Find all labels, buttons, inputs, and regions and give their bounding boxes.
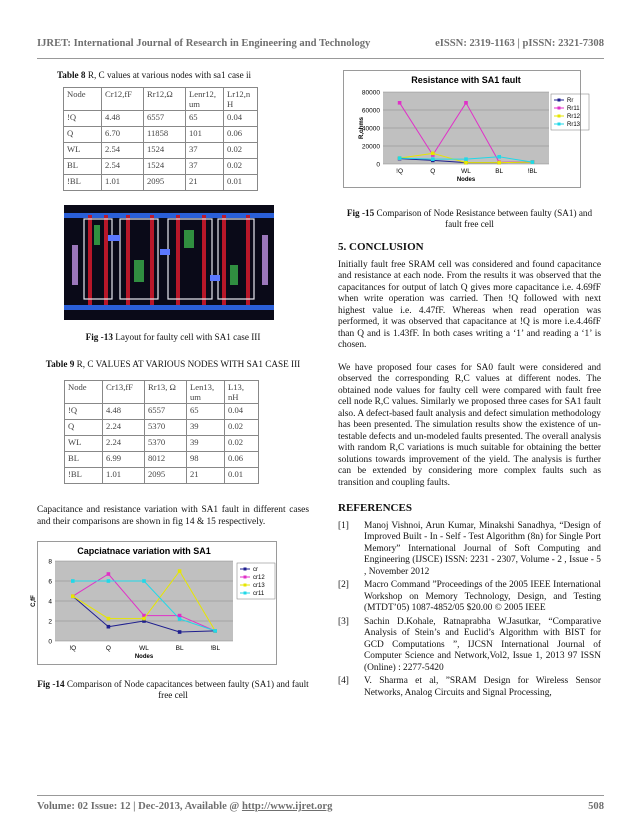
table-header-cell: Rr12,Ω	[144, 88, 186, 111]
reference-item	[338, 521, 601, 579]
data-point	[497, 155, 501, 159]
footer-volume: Volume: 02 Issue: 12 | Dec-2013, Available @ http://www.ijret.org	[37, 801, 333, 812]
table-cell: 1.01	[103, 468, 145, 484]
table-cell: 65	[187, 404, 225, 420]
table-cell: 2095	[144, 175, 186, 191]
reference-text: Sachin D.Kohale, Ratnaprabha W.Jasutkar, “Comparative Analysis of Stein’s and Euclid’s Algorithm with BIST for GCD Computations ”, IJCSN International Journal of Computer Science and Network,Vol2, Issue 1, 2013 97 ISSN (Online) : 2277-5420	[364, 616, 601, 673]
reference-number: [4]	[338, 676, 349, 687]
data-point	[531, 160, 535, 164]
data-point	[464, 101, 468, 105]
resistance-chart	[343, 70, 581, 188]
data-point	[178, 617, 182, 621]
table-cell: BL	[64, 159, 102, 175]
table-cell: WL	[64, 143, 102, 159]
table-cell: 2095	[145, 468, 187, 484]
table-cell: !Q	[65, 404, 103, 420]
y-tick-label: 80000	[361, 89, 380, 97]
chart-title: Resistance with SA1 fault	[411, 75, 521, 85]
fig13-layout-image	[64, 205, 274, 320]
x-tick-label: !Q	[69, 645, 77, 653]
table-row	[65, 468, 259, 484]
data-point	[398, 156, 402, 160]
x-tick-label: WL	[461, 168, 471, 175]
reference-text: Manoj Vishnoi, Arun Kumar, Minakshi Sanadhya, “Design of Improved Built - In - Self - Test Algorithm (8n) for Single Port Memory” International Journal of Soft Computing and Engineering (IJSCE) ISSN: 2231 - 2307, Volume - 2 , Issue - 5 , November 2012	[364, 520, 601, 577]
table-row	[64, 159, 258, 175]
table-cell: 0.01	[224, 175, 258, 191]
references-heading: REFERENCES	[338, 502, 412, 515]
legend-marker	[558, 115, 561, 118]
data-point	[71, 595, 75, 599]
table-cell: 2.54	[102, 143, 144, 159]
y-axis-label: C,fF	[31, 595, 37, 608]
journal-link[interactable]: http://www.ijret.org	[241, 801, 333, 812]
reference-number: [2]	[338, 580, 349, 591]
table-cell: !Q	[64, 111, 102, 127]
table-header-row	[64, 88, 258, 111]
capacitance-chart	[31, 541, 277, 665]
layout-graphic	[64, 205, 274, 320]
table-row	[65, 404, 259, 420]
table-cell: BL	[65, 452, 103, 468]
legend-label: cr13	[253, 583, 265, 590]
data-point	[398, 101, 402, 105]
x-axis-label: Nodes	[456, 177, 476, 183]
table-row	[64, 175, 258, 191]
table-cell: !BL	[65, 468, 103, 484]
data-point	[107, 579, 111, 583]
x-tick-label: Q	[105, 645, 111, 653]
legend-label: Rr12	[567, 114, 581, 121]
data-point	[142, 579, 146, 583]
legend-marker	[558, 99, 561, 102]
y-tick-label: 4	[48, 598, 52, 606]
y-axis-label: R,ohms	[359, 116, 365, 140]
data-point	[107, 625, 111, 629]
table-header-cell: Cr13,fF	[103, 381, 145, 404]
table-cell: 0.02	[225, 420, 259, 436]
table-cell: Q	[64, 127, 102, 143]
table-cell: 1.01	[102, 175, 144, 191]
legend-marker	[244, 576, 247, 579]
table-header-row	[65, 381, 259, 404]
y-tick-label: 0	[376, 161, 380, 169]
legend-marker	[558, 123, 561, 126]
table-cell: 2.24	[103, 420, 145, 436]
left-paragraph: Capacitance and resistance variation with SA1 fault in different cases and their comparisons are shown in fig 14 & 15 respectively.	[37, 505, 309, 527]
x-axis-label: Nodes	[134, 654, 154, 661]
table-cell: 6557	[145, 404, 187, 420]
table-cell: 98	[187, 452, 225, 468]
x-tick-label: BL	[495, 168, 504, 175]
data-point	[71, 579, 75, 583]
legend-marker	[244, 584, 247, 587]
table-cell: WL	[65, 436, 103, 452]
table-cell: 1524	[144, 159, 186, 175]
fig14-caption: Fig -14 Comparison of Node capacitances between faulty (SA1) and fault free cell	[37, 678, 309, 701]
page-header	[37, 38, 604, 49]
table8-caption: Table 8 R, C values at various nodes with sa1 case ii	[57, 70, 252, 80]
x-tick-label: !BL	[210, 645, 221, 653]
reference-item	[338, 580, 601, 615]
y-tick-label: 6	[48, 578, 52, 586]
references-list	[338, 521, 601, 700]
data-point	[464, 157, 468, 161]
data-point	[178, 630, 182, 634]
table-header-cell: Lr12,n H	[224, 88, 258, 111]
table-cell: 0.02	[224, 159, 258, 175]
table-header-cell: L13, nH	[225, 381, 259, 404]
table-cell: 6.99	[103, 452, 145, 468]
table-cell: 2.24	[103, 436, 145, 452]
table-cell: 21	[187, 468, 225, 484]
legend-label: cr12	[253, 575, 265, 582]
reference-number: [3]	[338, 616, 349, 627]
table-header-cell: Cr12,fF	[102, 88, 144, 111]
y-tick-label: 40000	[361, 125, 380, 133]
conclusion-heading: 5. CONCLUSION	[338, 241, 424, 254]
x-tick-label: WL	[139, 645, 149, 653]
table-row	[64, 143, 258, 159]
issn: eISSN: 2319-1163 | pISSN: 2321-7308	[435, 38, 604, 49]
table-cell: 2.54	[102, 159, 144, 175]
reference-item	[338, 617, 601, 675]
table-row	[64, 127, 258, 143]
x-tick-label: !BL	[527, 168, 538, 175]
reference-text: Macro Command ”Proceedings of the 2005 IEEE International Workshop on Memory Technology, Design, and Testing (MTDT’05) 1087-4852/05 $20.00 © 2005 IEEE	[364, 580, 601, 614]
y-tick-label: 8	[48, 558, 52, 566]
data-point	[464, 161, 468, 165]
table-cell: 0.02	[225, 436, 259, 452]
right-column	[338, 70, 601, 701]
table-cell: 39	[187, 420, 225, 436]
x-tick-label: BL	[175, 645, 184, 653]
chart-title: Capciatnace variation with SA1	[77, 546, 211, 557]
table-cell: 37	[186, 159, 224, 175]
fig14-chart	[31, 541, 309, 670]
legend-label: cr11	[253, 591, 265, 598]
legend-marker	[244, 568, 247, 571]
legend-marker	[558, 107, 561, 110]
table-row	[65, 420, 259, 436]
table-cell: 21	[186, 175, 224, 191]
fig15-caption: Fig -15 Comparison of Node Resistance between faulty (SA1) and fault free cell	[346, 207, 593, 229]
table-cell: 4.48	[102, 111, 144, 127]
data-point	[431, 157, 435, 161]
table-cell: 0.04	[225, 404, 259, 420]
data-point	[178, 570, 182, 574]
table-cell: 39	[187, 436, 225, 452]
table9	[64, 380, 259, 484]
fig13-caption: Fig -13 Layout for faulty cell with SA1 case III	[85, 332, 261, 343]
table-cell: 1524	[144, 143, 186, 159]
table-header-cell: Len13, um	[187, 381, 225, 404]
fig15-chart	[343, 70, 601, 193]
table-cell: 0.06	[225, 452, 259, 468]
y-tick-label: 20000	[361, 143, 380, 151]
x-tick-label: !Q	[396, 168, 404, 175]
table-cell: Q	[65, 420, 103, 436]
table-cell: 37	[186, 143, 224, 159]
table-cell: 11858	[144, 127, 186, 143]
table-row	[65, 436, 259, 452]
data-point	[142, 617, 146, 621]
table-row	[64, 111, 258, 127]
data-point	[178, 614, 182, 618]
table-cell: 101	[186, 127, 224, 143]
table-cell: 65	[186, 111, 224, 127]
legend-marker	[244, 592, 247, 595]
y-tick-label: 60000	[361, 107, 380, 115]
header-rule	[37, 58, 604, 59]
table-header-cell: Rr13, Ω	[145, 381, 187, 404]
x-tick-label: Q	[430, 168, 436, 175]
footer-rule	[37, 795, 604, 796]
table-cell: 6557	[144, 111, 186, 127]
table9-caption: Table 9 R, C VALUES AT VARIOUS NODES WITH SA1 CASE III	[45, 358, 301, 369]
table-cell: 8012	[145, 452, 187, 468]
y-tick-label: 2	[48, 618, 52, 626]
table-header-cell: Node	[65, 381, 103, 404]
reference-item	[338, 676, 601, 699]
data-point	[431, 152, 435, 156]
table-cell: 6.70	[102, 127, 144, 143]
table-cell: 0.06	[224, 127, 258, 143]
table-cell: 0.02	[224, 143, 258, 159]
left-column	[31, 70, 309, 702]
legend-label: Rr	[567, 98, 574, 105]
legend-label: Rr11	[567, 106, 580, 113]
table-row	[65, 452, 259, 468]
conclusion-paragraph-1: Initially fault free SRAM cell was considered and found capacitance and resistance at each node. From the results it was observed that the capacitances for output of latch Q gives more capacitance i.e. 4.69fF when write operation was carried. Then !Q followed with next highest value i.e. 4.47fF. Whereas when read operation was performed, it was observed that capacitance at !Q is more i.e.4.46fF than Q and is 1.43fF. In both cases writing a ‘1’ and reading a ‘1’ is chosen.	[338, 259, 601, 351]
legend-label: cr	[253, 567, 258, 574]
data-point	[107, 572, 111, 576]
journal-name: IJRET: International Journal of Research in Engineering and Technology	[37, 38, 371, 49]
table8	[63, 87, 258, 191]
page-number: 508	[588, 801, 604, 812]
reference-text: V. Sharma et al, ”SRAM Design for Wireless Sensor Networks, Analog Circuits and Signal Processing,	[364, 676, 601, 698]
legend-label: Rr13	[567, 122, 581, 129]
data-point	[213, 629, 217, 633]
reference-number: [1]	[338, 520, 349, 531]
y-tick-label: 0	[48, 638, 52, 646]
data-point	[497, 161, 501, 165]
table-header-cell: Lenr12, um	[186, 88, 224, 111]
table-cell: 5370	[145, 436, 187, 452]
conclusion-paragraph-2: We have proposed four cases for SA0 fault were considered and observed the corresponding R,C values at different nodes. The obtained node values for faulty cell were compared with fault free cell node R,C values. Similarly we proposed three cases for SA1 fault also. A defect-based fault analysis and defect simulation methodology has been presented. The simulation results show the existence of un-testable defects and un-modeled faults presented. The overall analysis with random R,C variations is much suitable for obtaining the better solutions towards improvement of the yield. The analysis is further can be extended by considering more complex faults such as transition and coupling faults.	[338, 362, 601, 488]
table-cell: 0.04	[224, 111, 258, 127]
page-footer	[37, 801, 604, 812]
table-cell: !BL	[64, 175, 102, 191]
table-cell: 0.01	[225, 468, 259, 484]
data-point	[107, 617, 111, 621]
table-cell: 5370	[145, 420, 187, 436]
table-header-cell: Node	[64, 88, 102, 111]
table-cell: 4.48	[103, 404, 145, 420]
